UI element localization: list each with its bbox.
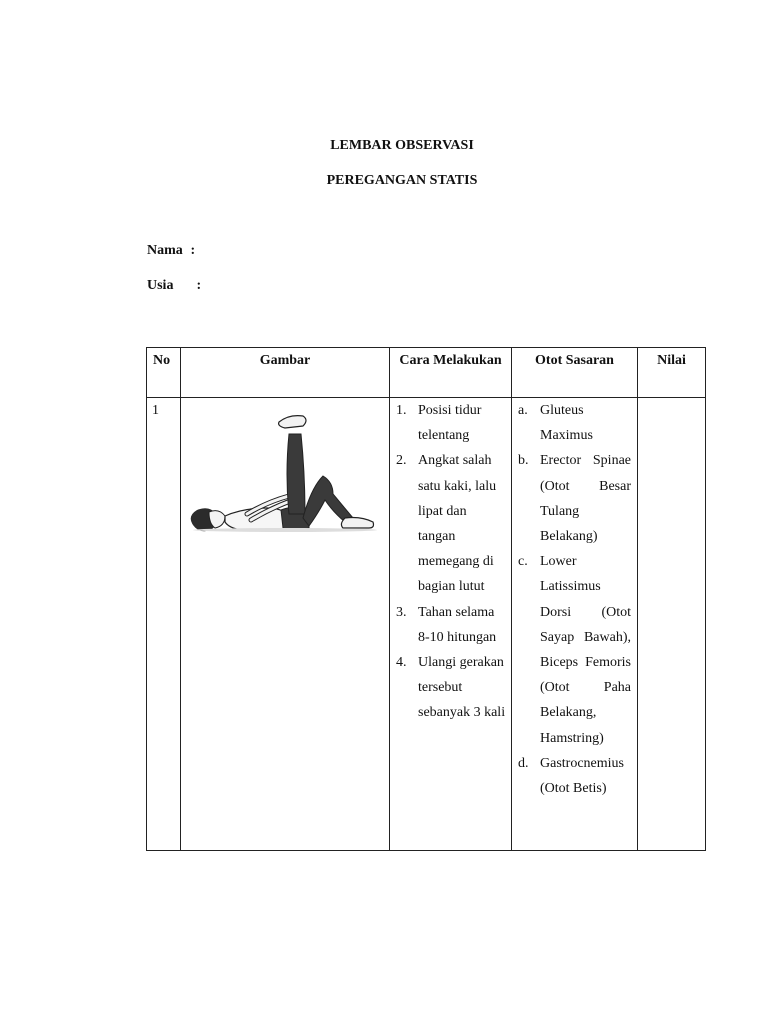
- field-nama-label: Nama: [147, 243, 183, 258]
- step-text: Posisi tidur telentang: [418, 403, 482, 444]
- step-text: Angkat salah satu kaki, lalu lipat dan tangan memegang di bagian lutut: [418, 453, 497, 595]
- step-text: Tahan selama 8-10 hitungan: [418, 604, 497, 645]
- list-item: [516, 398, 631, 448]
- list-marker: 1.: [396, 403, 407, 418]
- list-marker: a.: [518, 403, 528, 418]
- muscle-text: Gastrocnemius (Otot Betis): [540, 755, 624, 797]
- list-marker: c.: [518, 554, 528, 570]
- header-no: No: [147, 348, 181, 398]
- muscle-text: Gluteus Maximus: [540, 403, 593, 444]
- muscle-text: Erector Spinae (Otot Besar Tulang Belakang): [540, 453, 631, 545]
- list-marker: 2.: [396, 453, 407, 469]
- muscles-list: [516, 398, 631, 801]
- list-marker: b.: [518, 453, 529, 469]
- table-row: [147, 398, 706, 851]
- list-item: [516, 751, 631, 801]
- field-usia: [147, 278, 201, 294]
- table-header-row: [147, 348, 706, 398]
- field-usia-label: Usia: [147, 278, 174, 293]
- list-item: [394, 600, 507, 650]
- list-item: [394, 650, 507, 726]
- list-marker: 4.: [396, 655, 407, 671]
- nilai-cell[interactable]: [638, 398, 706, 851]
- field-nama-separator: :: [190, 243, 196, 258]
- muscle-text: Lower Latissimus Dorsi (Otot Sayap Bawah), Biceps Femoris (Otot Paha Belakang, Hamstring): [540, 554, 631, 746]
- steps-list: [394, 398, 507, 726]
- list-item: [394, 448, 507, 599]
- otot-sasaran-cell: [512, 398, 638, 851]
- list-item: [516, 448, 631, 549]
- cara-melakukan-cell: [390, 398, 512, 851]
- exercise-image-cell: [181, 398, 390, 851]
- row-number: 1: [147, 398, 181, 851]
- header-nilai: Nilai: [638, 348, 706, 398]
- observation-table: [146, 347, 706, 851]
- list-marker: 3.: [396, 604, 407, 620]
- list-marker: d.: [518, 755, 529, 771]
- page-subtitle: PEREGANGAN STATIS: [326, 173, 478, 188]
- header-cara: Cara Melakukan: [390, 348, 512, 398]
- field-usia-separator: :: [196, 278, 202, 293]
- lying-hamstring-stretch-illustration-icon: [185, 404, 385, 544]
- list-item: [394, 398, 507, 448]
- header-gambar: Gambar: [181, 348, 390, 398]
- field-nama: [147, 243, 195, 259]
- page-title: LEMBAR OBSERVASI: [330, 138, 474, 153]
- header-otot: Otot Sasaran: [512, 348, 638, 398]
- list-item: [516, 549, 631, 751]
- step-text: Ulangi gerakan tersebut sebanyak 3 kali: [418, 655, 506, 721]
